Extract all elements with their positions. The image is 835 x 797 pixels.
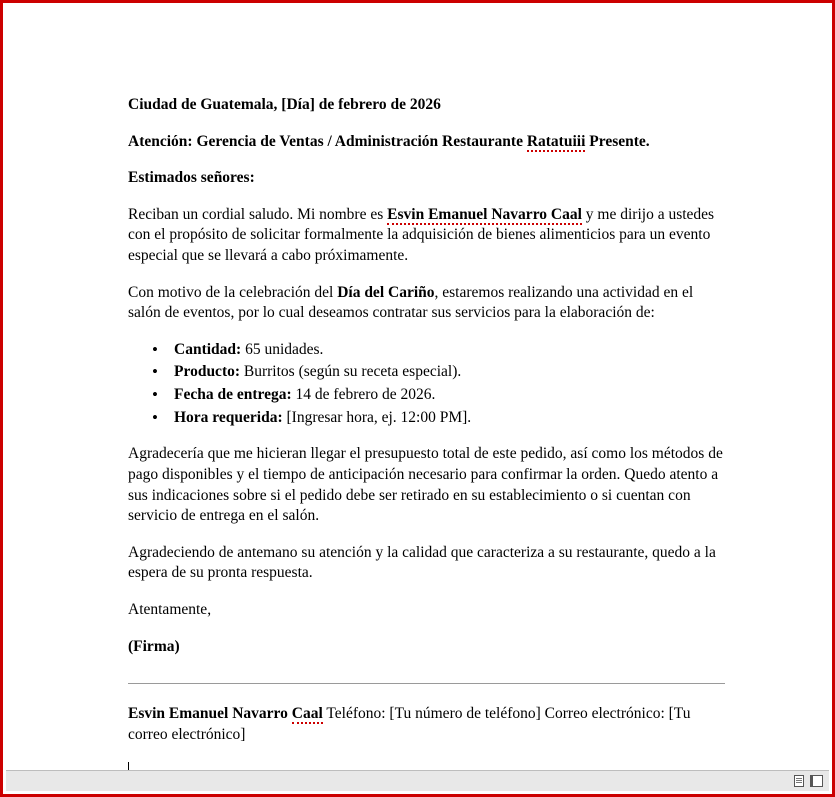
signature-placeholder: (Firma) [128, 637, 180, 655]
attention-prefix: Atención: Gerencia de Ventas / Administración Restaurante [128, 132, 527, 150]
farewell-line: Atentamente, [128, 600, 212, 618]
request-paragraph: Agradecería que me hicieran llegar el presupuesto total de este pedido, así como los métodos de pago disponibles y el tiempo de anticipación necesario para confirmar la orden. Quedo atento a sus indicaciones sobre si el pedido debe ser retirado en su establecimiento o si cuentan con servicio de entrega en el salón. [128, 445, 723, 525]
list-item [174, 362, 728, 383]
requirement-value: 65 unidades. [241, 340, 324, 358]
requirement-label: Cantidad: [174, 340, 242, 358]
sender-name-inline: Esvin Emanuel Navarro Caal [387, 205, 582, 223]
intro-paragraph [128, 205, 728, 267]
attention-restaurant-name: Ratatuiii [526, 132, 586, 150]
requirement-value: [Ingresar hora, ej. 12:00 PM]. [282, 408, 472, 426]
requirement-value: 14 de febrero de 2026. [291, 386, 436, 404]
document-text-area[interactable] [128, 95, 728, 783]
motive-paragraph [128, 283, 728, 324]
event-name: Día del Cariño [337, 283, 435, 301]
attention-suffix: Presente. [585, 132, 650, 150]
requirement-value: Burritos (según su receta especial). [240, 363, 462, 381]
salutation: Estimados señores: [128, 169, 255, 187]
requirement-label: Fecha de entrega: [174, 386, 292, 404]
requirement-label: Producto: [174, 363, 241, 381]
footer-contact-line [128, 704, 728, 745]
list-item [174, 408, 728, 429]
footer-contact-details: Teléfono: [Tu número de teléfono] Correo electrónico: [Tu correo electrónico] [128, 705, 691, 743]
requirements-list [128, 340, 728, 428]
footer-sender-name: Esvin Emanuel Navarro [128, 705, 292, 723]
signature-divider [128, 683, 725, 684]
motive-text-before-event: Con motivo de la celebración del [128, 283, 338, 301]
intro-text-after-name: y me dirijo a ustedes con el propósito de solicitar formalmente la adquisición de bienes alimenticios para un evento especial que se llevará a cabo próximamente. [128, 205, 715, 265]
list-item [174, 340, 728, 361]
status-bar [6, 770, 829, 791]
page-icon[interactable] [794, 775, 804, 787]
list-item [174, 385, 728, 406]
closing-paragraph: Agradeciendo de antemano su atención y la calidad que caracteriza a su restaurante, quedo a la espera de su pronta respuesta. [128, 543, 716, 582]
intro-text-before-name: Reciban un cordial saludo. Mi nombre es [128, 205, 388, 223]
book-icon[interactable] [810, 775, 823, 787]
date-line: Ciudad de Guatemala, [Día] de febrero de 2026 [128, 96, 441, 113]
footer-sender-surname: Caal [291, 705, 323, 723]
attention-line [128, 132, 728, 153]
motive-text-after-event: , estaremos realizando una actividad en el salón de eventos, por lo cual deseamos contratar sus servicios para la elaboración de: [128, 283, 694, 322]
document-page[interactable] [3, 3, 832, 794]
requirement-label: Hora requerida: [174, 408, 283, 426]
